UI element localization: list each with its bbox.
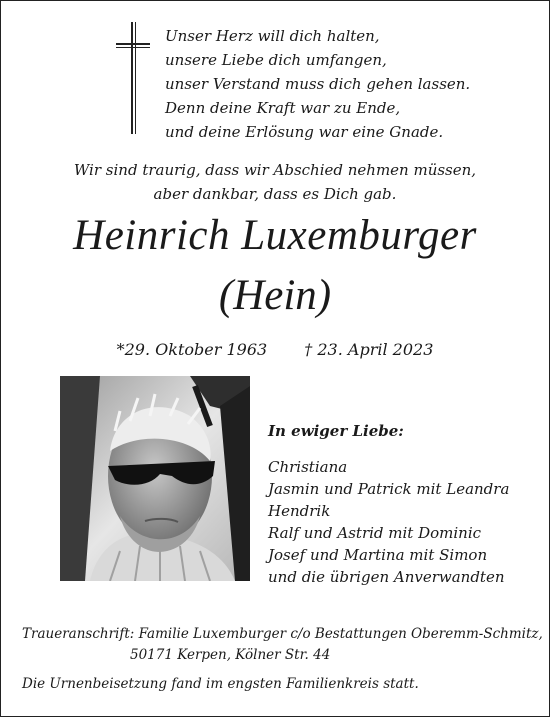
address-line: Traueranschrift: Familie Luxemburger c/o Bestattungen Oberemm-Schmitz, <box>22 626 543 642</box>
birth-date: *29. Oktober 1963 <box>116 340 268 359</box>
death-date: † 23. April 2023 <box>304 340 434 359</box>
intro-line: aber dankbar, dass es Dich gab. <box>153 185 397 203</box>
deceased-name: Heinrich Luxemburger <box>73 212 477 259</box>
deceased-nickname: (Hein) <box>218 272 332 319</box>
mourner-entry: Ralf und Astrid mit Dominic <box>268 524 482 542</box>
intro-text <box>0 158 550 206</box>
poem-line: unsere Liebe dich umfangen, <box>165 51 387 69</box>
poem <box>165 24 485 144</box>
portrait-photo <box>60 376 250 581</box>
mourner-entry: Jasmin und Patrick mit Leandra <box>268 480 510 498</box>
burial-note: Die Urnenbeisetzung fand im engsten Familienkreis statt. <box>22 676 419 692</box>
footer <box>22 624 542 695</box>
poem-line: und deine Erlösung war eine Gnade. <box>165 123 444 141</box>
mourner-entry: Hendrik <box>268 502 331 520</box>
cross-icon <box>116 22 150 134</box>
mourners-heading: In ewiger Liebe: <box>268 422 404 440</box>
mourners-list <box>268 420 538 588</box>
poem-line: unser Verstand muss dich gehen lassen. <box>165 75 471 93</box>
poem-line: Denn deine Kraft war zu Ende, <box>165 99 401 117</box>
poem-line: Unser Herz will dich halten, <box>165 27 380 45</box>
life-dates <box>0 338 550 362</box>
address-line: 50171 Kerpen, Kölner Str. 44 <box>130 647 331 663</box>
mourner-entry: Josef und Martina mit Simon <box>268 546 488 564</box>
mourner-entry: und die übrigen Anverwandten <box>268 568 505 586</box>
mourner-entry: Christiana <box>268 458 348 476</box>
intro-line: Wir sind traurig, dass wir Abschied nehmen müssen, <box>73 161 477 179</box>
